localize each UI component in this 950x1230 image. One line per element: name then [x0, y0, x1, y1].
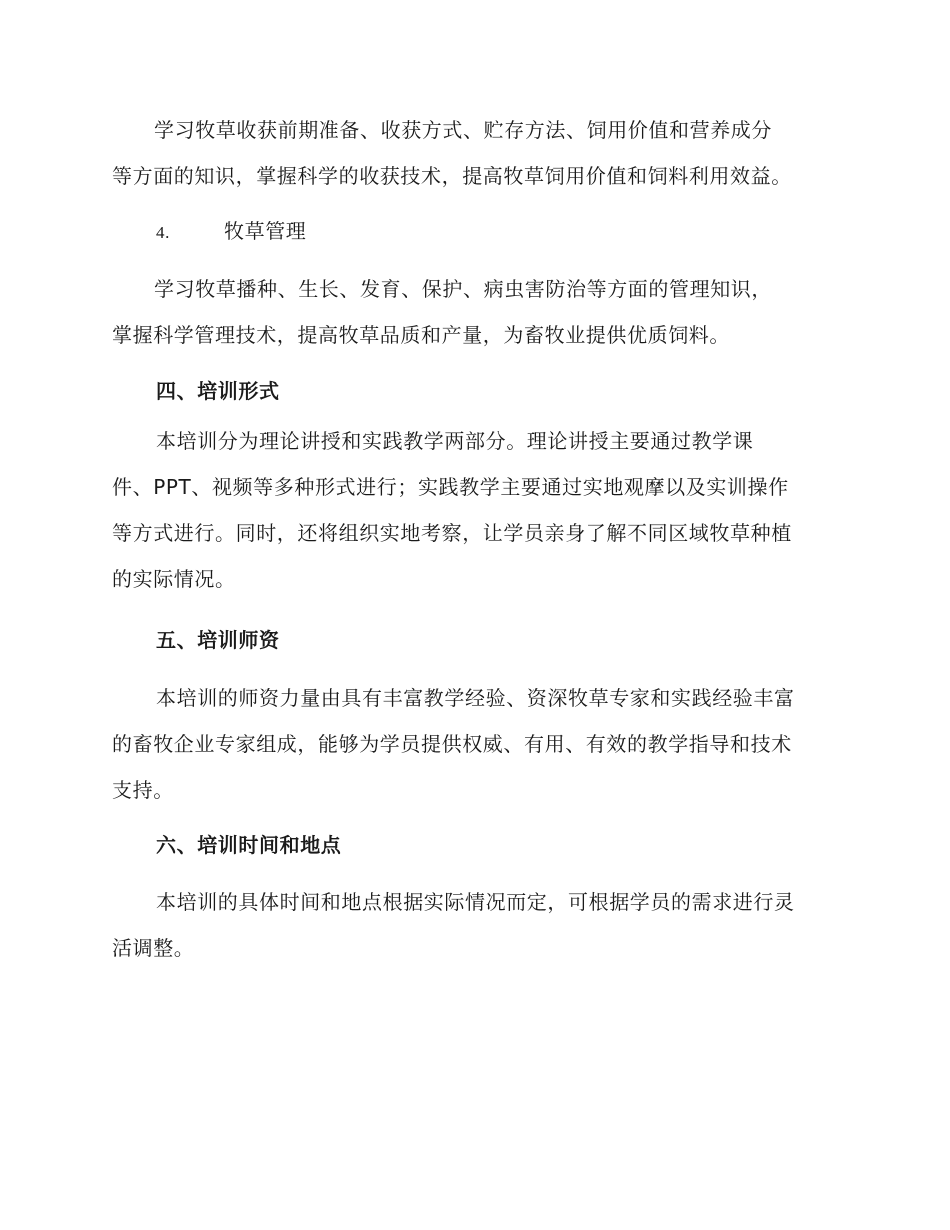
paragraph-line: 本培训的具体时间和地点根据实际情况而定，可根据学员的需求进行灵: [156, 890, 795, 914]
paragraph-line: 等方式进行。同时，还将组织实地考察，让学员亲身了解不同区域牧草种植: [112, 521, 792, 545]
paragraph-line: 本培训分为理论讲授和实践教学两部分。理论讲授主要通过教学课: [156, 429, 754, 453]
section-heading-time-and-place: 六、培训时间和地点: [156, 833, 342, 857]
paragraph-line: 等方面的知识，掌握科学的收获技术，提高牧草饲用价值和饲料利用效益。: [112, 164, 792, 188]
section-heading-training-format: 四、培训形式: [156, 379, 280, 403]
paragraph-line: 本培训的师资力量由具有丰富教学经验、资深牧草专家和实践经验丰富: [156, 686, 795, 710]
training-faculty-paragraph: [112, 675, 832, 813]
paragraph-line: 掌握科学管理技术，提高牧草品质和产量，为畜牧业提供优质饲料。: [112, 323, 730, 347]
paragraph-line: 学习牧草收获前期准备、收获方式、贮存方法、饲用价值和营养成分: [154, 118, 772, 142]
list-item-number: 4.: [156, 223, 170, 242]
paragraph-line: 的畜牧企业专家组成，能够为学员提供权威、有用、有效的教学指导和技术: [112, 732, 792, 756]
paragraph-line: 件、PPT、视频等多种形式进行；实践教学主要通过实地观摩以及实训操作: [112, 475, 789, 499]
paragraph-line: 支持。: [112, 778, 174, 802]
training-format-paragraph: [112, 418, 832, 602]
list-item-4: [156, 216, 306, 248]
paragraph-line: 活调整。: [112, 936, 195, 960]
section-heading-training-faculty: 五、培训师资: [156, 628, 280, 652]
list-item-title: 牧草管理: [224, 219, 307, 243]
management-paragraph: [112, 266, 832, 358]
paragraph-line: 的实际情况。: [112, 567, 236, 591]
paragraph-line: 学习牧草播种、生长、发育、保护、病虫害防治等方面的管理知识，: [154, 277, 772, 301]
time-and-place-paragraph: [112, 879, 832, 971]
harvest-paragraph: [112, 107, 832, 199]
